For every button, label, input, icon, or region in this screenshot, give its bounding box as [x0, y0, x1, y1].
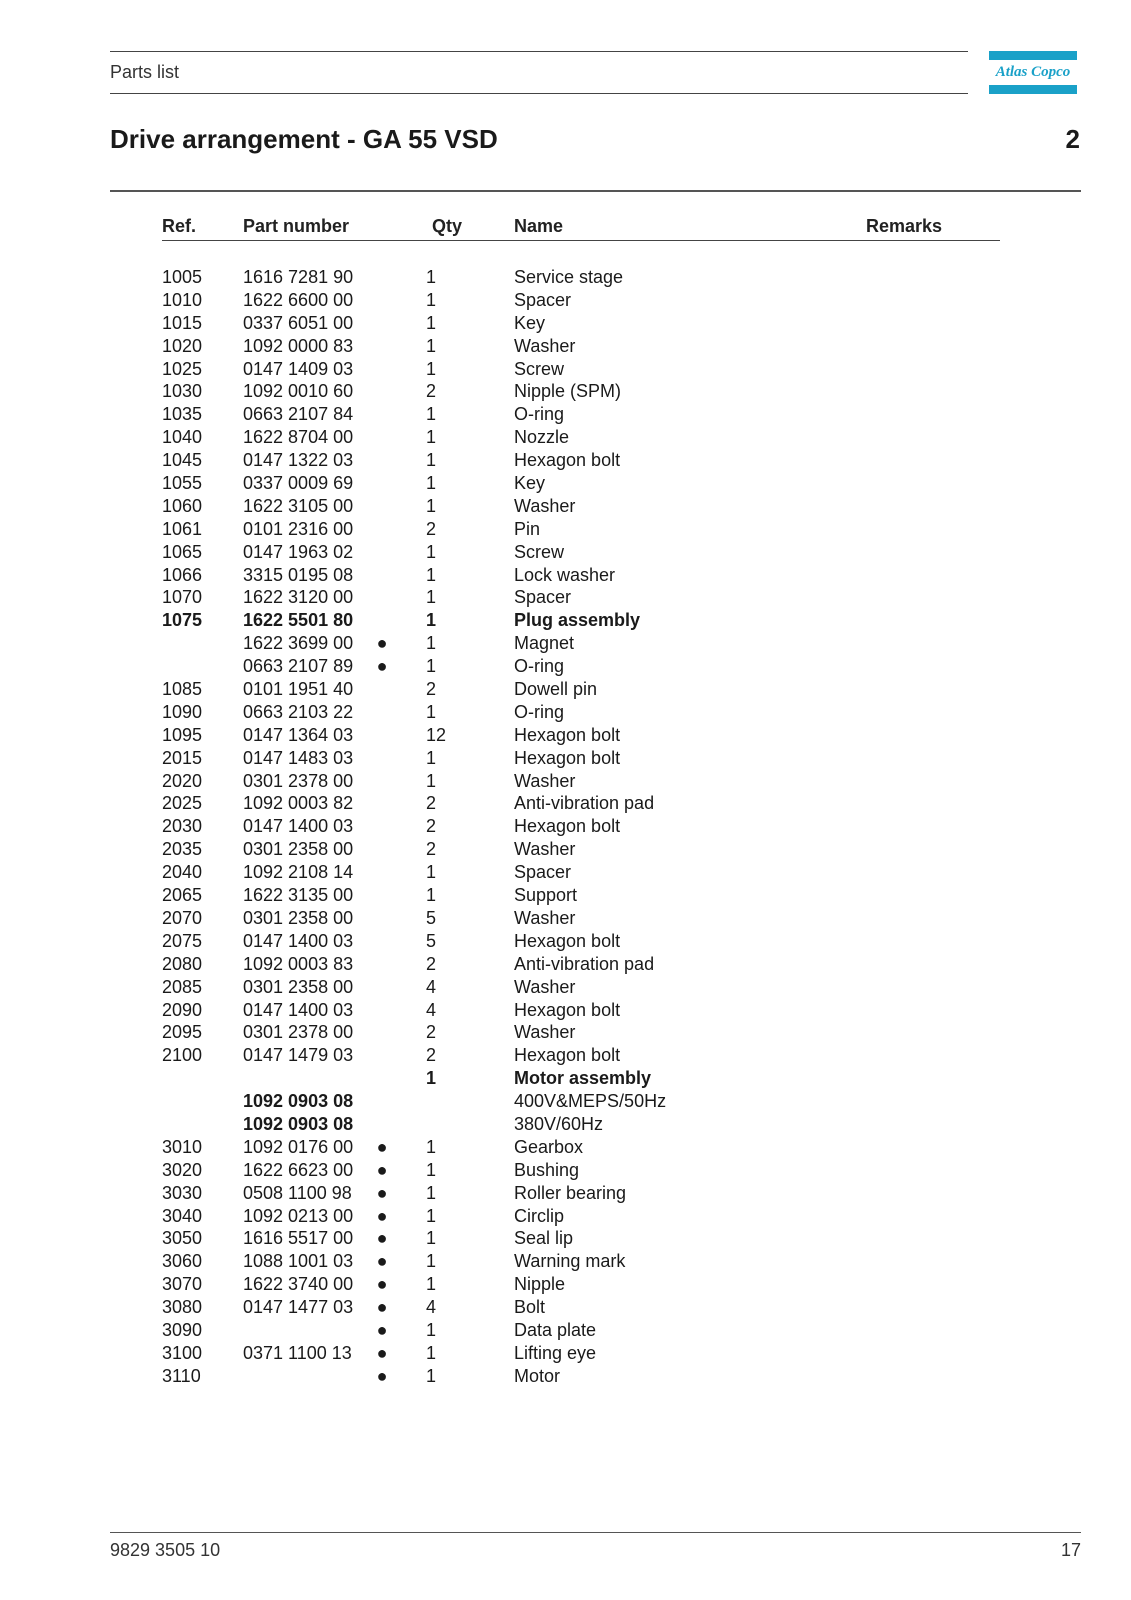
row-qty: 1 [426, 267, 437, 287]
row-qty: 2 [426, 1045, 437, 1066]
row-qty: 4 [426, 1297, 437, 1318]
row-part-number: 0663 2103 22 [243, 701, 354, 722]
logo-wordmark: Atlas Copco [995, 64, 1071, 80]
row-name: O-ring [514, 656, 565, 677]
row-bullet: ● [376, 1251, 388, 1272]
table-row [0, 678, 1131, 701]
row-ref: 2075 [162, 930, 203, 951]
title-rule [110, 190, 1081, 192]
row-name: Lock washer [514, 564, 616, 585]
row-bullet: ● [376, 633, 388, 654]
row-name: Plug assembly [514, 610, 641, 631]
row-part-number: 0508 1100 98 [243, 1182, 352, 1203]
row-name: Magnet [514, 633, 575, 654]
row-bullet: ● [376, 1228, 388, 1249]
row-ref: 3110 [162, 1365, 201, 1386]
row-qty: 4 [426, 976, 437, 997]
parts-table-body [0, 266, 1131, 1388]
row-bullet: ● [376, 656, 388, 677]
row-name: Pin [514, 518, 541, 539]
row-qty: 1 [426, 770, 437, 791]
row-ref: 2025 [162, 793, 203, 814]
row-part-number: 1616 5517 00 [243, 1228, 354, 1249]
row-part-number: 1092 0903 08 [243, 1113, 354, 1134]
col-header-qty: Qty [432, 216, 463, 236]
row-name: Nipple [514, 1274, 566, 1295]
row-name: Screw [514, 358, 565, 379]
row-part-number: 0147 1479 03 [243, 1045, 354, 1066]
row-qty: 1 [426, 1342, 437, 1363]
header-bottom-rule [110, 93, 968, 94]
table-row [0, 426, 1131, 449]
row-part-number: 0301 2358 00 [243, 839, 354, 860]
row-ref: 2085 [162, 976, 203, 997]
row-part-number: 1622 3135 00 [243, 885, 354, 906]
row-part-number: 0147 1400 03 [243, 999, 354, 1020]
row-name: Warning mark [514, 1251, 626, 1272]
row-qty: 1 [426, 885, 437, 906]
row-ref: 1025 [162, 358, 203, 379]
row-part-number: 1088 1001 03 [243, 1251, 354, 1272]
row-qty: 1 [426, 1136, 437, 1157]
row-ref: 3080 [162, 1297, 203, 1318]
table-row [0, 1159, 1131, 1182]
row-part-number: 0147 1963 02 [243, 541, 354, 562]
row-part-number: 1092 0903 08 [243, 1091, 354, 1112]
row-ref: 3050 [162, 1228, 203, 1249]
row-qty: 1 [426, 541, 437, 562]
row-name: Gearbox [514, 1136, 584, 1157]
row-name: Spacer [514, 862, 572, 883]
row-part-number: 1092 2108 14 [243, 862, 354, 883]
row-ref: 2095 [162, 1022, 203, 1043]
row-name: Seal lip [514, 1228, 574, 1249]
row-qty: 2 [426, 816, 437, 837]
row-qty: 2 [426, 953, 437, 974]
row-part-number: 0301 2358 00 [243, 907, 354, 928]
table-row [0, 1342, 1131, 1365]
row-ref: 1066 [162, 564, 203, 585]
row-part-number: 1622 3740 00 [243, 1274, 354, 1295]
row-part-number: 0371 1100 13 [243, 1342, 352, 1363]
row-bullet: ● [376, 1205, 388, 1226]
row-qty: 1 [426, 427, 437, 448]
row-part-number: 1092 0010 60 [243, 381, 354, 402]
row-qty: 5 [426, 907, 437, 928]
row-ref: 1010 [162, 289, 203, 310]
row-name: Service stage [514, 267, 624, 287]
row-ref: 3020 [162, 1159, 203, 1180]
table-row [0, 747, 1131, 770]
row-part-number: 0147 1483 03 [243, 747, 354, 768]
row-ref: 1030 [162, 381, 203, 402]
row-bullet: ● [376, 1319, 388, 1340]
table-row [0, 449, 1131, 472]
row-bullet: ● [376, 1342, 388, 1363]
row-ref: 1045 [162, 450, 203, 471]
table-row [0, 792, 1131, 815]
row-qty: 5 [426, 930, 437, 951]
table-row [0, 976, 1131, 999]
row-bullet: ● [376, 1297, 388, 1318]
row-qty: 1 [426, 450, 437, 471]
row-part-number: 0147 1400 03 [243, 816, 354, 837]
row-name: Washer [514, 907, 576, 928]
row-part-number: 3315 0195 08 [243, 564, 354, 585]
table-row [0, 1182, 1131, 1205]
table-row [0, 999, 1131, 1022]
row-name: Hexagon bolt [514, 999, 621, 1020]
row-name: Hexagon bolt [514, 1045, 621, 1066]
row-qty: 1 [426, 633, 437, 654]
row-ref: 3030 [162, 1182, 203, 1203]
row-part-number: 0147 1322 03 [243, 450, 354, 471]
row-name: Washer [514, 495, 576, 516]
table-row [0, 312, 1131, 335]
row-part-number: 1622 3120 00 [243, 587, 354, 608]
row-ref: 1061 [162, 518, 203, 539]
row-name: Bolt [514, 1297, 546, 1318]
row-qty: 1 [426, 335, 437, 356]
row-part-number: 1092 0003 83 [243, 953, 354, 974]
row-qty: 1 [426, 564, 437, 585]
row-name: Washer [514, 335, 576, 356]
table-row [0, 1227, 1131, 1250]
row-name: O-ring [514, 701, 565, 722]
row-part-number: 0301 2378 00 [243, 1022, 354, 1043]
row-name: Lifting eye [514, 1342, 597, 1363]
row-part-number: 1092 0003 82 [243, 793, 354, 814]
row-bullet: ● [376, 1274, 388, 1295]
row-part-number: 0101 1951 40 [243, 679, 354, 700]
row-qty: 1 [426, 610, 437, 631]
row-name: Hexagon bolt [514, 747, 621, 768]
row-ref: 1055 [162, 473, 203, 494]
row-ref: 1015 [162, 312, 203, 333]
row-part-number: 1092 0000 83 [243, 335, 354, 356]
table-row [0, 632, 1131, 655]
row-name: Circlip [514, 1205, 565, 1226]
row-qty: 1 [426, 701, 437, 722]
table-row [0, 815, 1131, 838]
row-ref: 3010 [162, 1136, 203, 1157]
row-name: Anti-vibration pad [514, 953, 655, 974]
logo-top-bar [989, 51, 1077, 60]
row-qty: 1 [426, 404, 437, 425]
row-name: Motor [514, 1365, 561, 1386]
row-part-number: 0301 2358 00 [243, 976, 354, 997]
row-qty: 1 [426, 587, 437, 608]
row-name: Dowell pin [514, 679, 598, 700]
table-row [0, 930, 1131, 953]
row-name: Washer [514, 976, 576, 997]
row-bullet: ● [376, 1136, 388, 1157]
row-name: Motor assembly [514, 1068, 652, 1089]
row-part-number: 0101 2316 00 [243, 518, 354, 539]
row-qty: 1 [426, 656, 437, 677]
table-row [0, 1044, 1131, 1067]
table-row [0, 564, 1131, 587]
row-qty: 1 [426, 1228, 437, 1249]
row-bullet: ● [376, 1182, 388, 1203]
row-name: Hexagon bolt [514, 930, 621, 951]
row-name: Nozzle [514, 427, 570, 448]
row-qty: 1 [426, 495, 437, 516]
row-qty: 1 [426, 862, 437, 883]
row-ref: 2090 [162, 999, 203, 1020]
row-qty: 2 [426, 679, 437, 700]
table-row [0, 1250, 1131, 1273]
row-name: Hexagon bolt [514, 816, 621, 837]
row-qty: 1 [426, 1068, 437, 1089]
row-name: Spacer [514, 289, 572, 310]
row-qty: 1 [426, 1365, 437, 1386]
row-ref: 2040 [162, 862, 203, 883]
table-row [0, 1296, 1131, 1319]
row-qty: 1 [426, 312, 437, 333]
row-name: Nipple (SPM) [514, 381, 622, 402]
row-part-number: 0301 2378 00 [243, 770, 354, 791]
row-bullet: ● [376, 1365, 388, 1386]
row-ref: 2070 [162, 907, 203, 928]
table-row [0, 1365, 1131, 1388]
section-label: Parts list [110, 62, 180, 82]
row-ref: 2035 [162, 839, 203, 860]
page-title: Drive arrangement - GA 55 VSD [110, 124, 498, 154]
footer-rule [110, 1532, 1081, 1533]
row-ref: 1035 [162, 404, 203, 425]
table-row [0, 838, 1131, 861]
row-part-number: 1092 0213 00 [243, 1205, 354, 1226]
row-ref: 2065 [162, 885, 203, 906]
row-ref: 1040 [162, 427, 203, 448]
row-part-number: 0663 2107 84 [243, 404, 354, 425]
row-ref: 1085 [162, 679, 203, 700]
chapter-number: 2 [1065, 124, 1080, 154]
row-qty: 1 [426, 1274, 437, 1295]
row-name: Data plate [514, 1319, 597, 1340]
row-qty: 1 [426, 1205, 437, 1226]
row-part-number: 1092 0176 00 [243, 1136, 354, 1157]
row-qty: 1 [426, 358, 437, 379]
row-name: Anti-vibration pad [514, 793, 655, 814]
table-row [0, 770, 1131, 793]
row-part-number: 1622 6623 00 [243, 1159, 354, 1180]
row-qty: 1 [426, 1251, 437, 1272]
row-name: Hexagon bolt [514, 724, 621, 745]
row-ref: 2030 [162, 816, 203, 837]
row-ref: 1065 [162, 541, 203, 562]
row-ref: 3040 [162, 1205, 203, 1226]
row-ref: 1005 [162, 267, 203, 287]
table-row [0, 1090, 1131, 1113]
row-ref: 1075 [162, 610, 203, 631]
row-bullet: ● [376, 1159, 388, 1180]
row-name: 400V&MEPS/50Hz [514, 1091, 667, 1112]
table-row [0, 403, 1131, 426]
row-name: Roller bearing [514, 1182, 627, 1203]
row-name: Key [514, 312, 546, 333]
row-name: Washer [514, 839, 576, 860]
row-part-number: 1622 6600 00 [243, 289, 354, 310]
col-header-remarks: Remarks [866, 216, 943, 236]
atlas-copco-logo [989, 51, 1077, 95]
row-name: 380V/60Hz [514, 1113, 604, 1134]
logo-bottom-bar [989, 85, 1077, 94]
row-ref: 3090 [162, 1319, 203, 1340]
table-row [0, 701, 1131, 724]
table-row [0, 655, 1131, 678]
col-header-part-number: Part number [243, 216, 350, 236]
row-ref: 2080 [162, 953, 203, 974]
col-header-ref: Ref. [162, 216, 197, 236]
table-row [0, 586, 1131, 609]
row-qty: 1 [426, 1159, 437, 1180]
row-qty: 1 [426, 1319, 437, 1340]
row-ref: 2015 [162, 747, 203, 768]
row-ref: 1020 [162, 335, 203, 356]
col-header-name: Name [514, 216, 564, 236]
table-row [0, 907, 1131, 930]
row-part-number: 0147 1400 03 [243, 930, 354, 951]
row-part-number: 1622 3105 00 [243, 495, 354, 516]
table-row [0, 358, 1131, 381]
row-ref: 3060 [162, 1251, 203, 1272]
table-row [0, 289, 1131, 312]
header-top-rule [110, 51, 968, 52]
row-qty: 2 [426, 839, 437, 860]
row-ref: 2020 [162, 770, 203, 791]
row-name: Support [514, 885, 578, 906]
table-row [0, 518, 1131, 541]
table-row [0, 472, 1131, 495]
row-name: Bushing [514, 1159, 580, 1180]
row-part-number: 0663 2107 89 [243, 656, 354, 677]
row-part-number: 0147 1364 03 [243, 724, 354, 745]
row-part-number: 1622 8704 00 [243, 427, 354, 448]
row-name: Hexagon bolt [514, 450, 621, 471]
table-row [0, 1273, 1131, 1296]
row-name: Spacer [514, 587, 572, 608]
row-qty: 1 [426, 1182, 437, 1203]
row-ref: 1095 [162, 724, 203, 745]
row-qty: 1 [426, 747, 437, 768]
row-name: O-ring [514, 404, 565, 425]
table-row [0, 724, 1131, 747]
table-row [0, 541, 1131, 564]
row-ref: 1070 [162, 587, 203, 608]
row-qty: 2 [426, 1022, 437, 1043]
table-row [0, 1136, 1131, 1159]
row-name: Screw [514, 541, 565, 562]
table-row [0, 266, 1131, 289]
row-name: Key [514, 473, 546, 494]
table-row [0, 380, 1131, 403]
table-row [0, 335, 1131, 358]
row-part-number: 1616 7281 90 [243, 267, 354, 287]
row-ref: 3070 [162, 1274, 203, 1295]
table-row [0, 1067, 1131, 1090]
row-part-number: 0337 6051 00 [243, 312, 354, 333]
row-ref: 1090 [162, 701, 203, 722]
row-qty: 2 [426, 381, 437, 402]
row-name: Washer [514, 770, 576, 791]
row-qty: 2 [426, 518, 437, 539]
page-number: 17 [1060, 1540, 1081, 1560]
table-row [0, 1319, 1131, 1342]
row-name: Washer [514, 1022, 576, 1043]
document-number: 9829 3505 10 [110, 1540, 221, 1560]
table-row [0, 953, 1131, 976]
row-qty: 1 [426, 473, 437, 494]
table-header-rule [162, 240, 1000, 241]
table-row [0, 884, 1131, 907]
table-row [0, 861, 1131, 884]
table-row [0, 1021, 1131, 1044]
table-row [0, 609, 1131, 632]
row-ref: 1060 [162, 495, 203, 516]
row-ref: 2100 [162, 1045, 203, 1066]
table-row [0, 495, 1131, 518]
row-part-number: 1622 5501 80 [243, 610, 354, 631]
row-qty: 12 [426, 724, 447, 745]
row-part-number: 1622 3699 00 [243, 633, 354, 654]
row-qty: 1 [426, 289, 437, 310]
row-ref: 3100 [162, 1342, 203, 1363]
row-part-number: 0147 1409 03 [243, 358, 354, 379]
table-row [0, 1205, 1131, 1228]
row-part-number: 0147 1477 03 [243, 1297, 354, 1318]
row-part-number: 0337 0009 69 [243, 473, 354, 494]
row-qty: 4 [426, 999, 437, 1020]
row-qty: 2 [426, 793, 437, 814]
table-row [0, 1113, 1131, 1136]
